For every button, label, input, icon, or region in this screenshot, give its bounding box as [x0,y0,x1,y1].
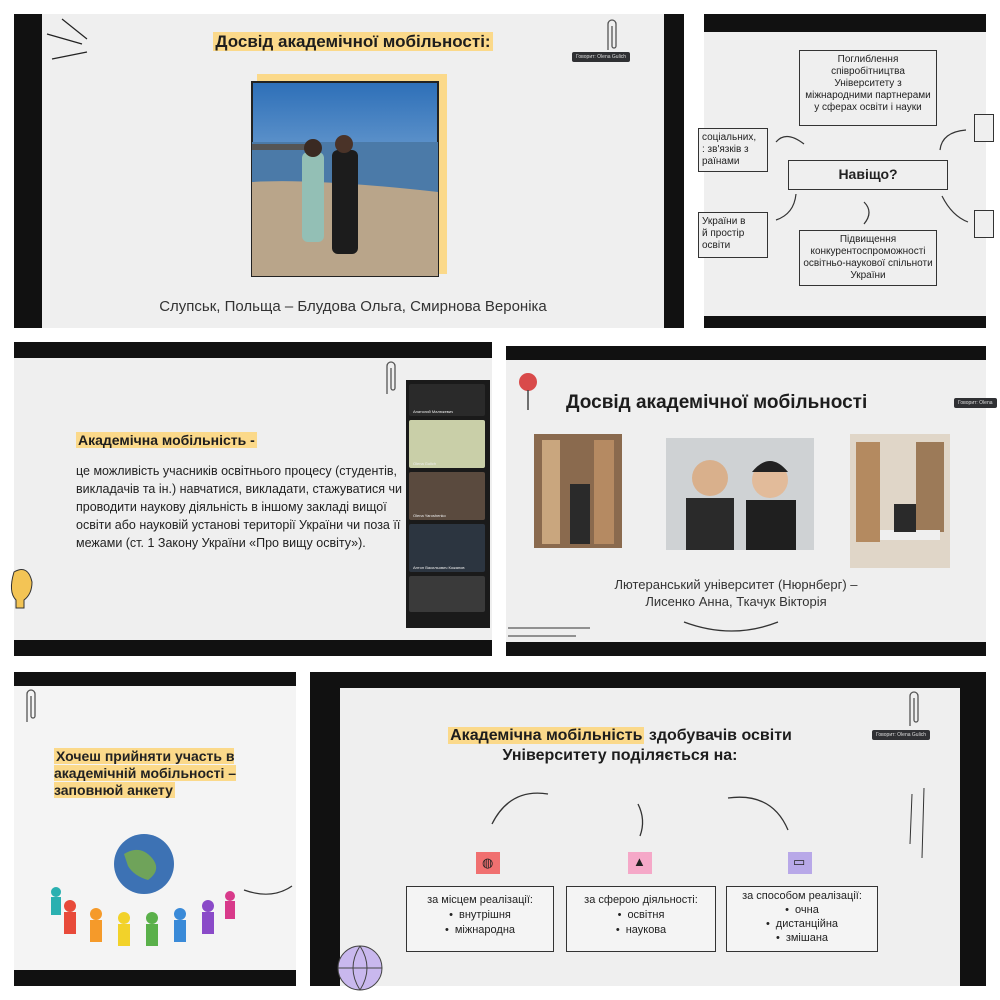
paperclip-icon [382,358,400,396]
photo-library-2 [850,434,950,568]
title-line-2: Університету поділяється на: [502,747,738,764]
graduation-cap-icon: ▲ [628,852,652,874]
paperclip-icon [904,688,924,728]
goal-box-left-top: соціальних, : зв'язків з раїнами [698,128,768,172]
panel-slide-fill-questionnaire [14,672,296,986]
category-item: • змішана [727,931,877,945]
participant-tile[interactable]: Olena Yaroshenko [409,472,485,520]
panel-slide-why-mobility [704,14,986,328]
title-highlight: Академічна мобільність [450,727,643,744]
slide-title [340,726,900,766]
category-item: • міжнародна [407,923,553,938]
participant-tile[interactable] [409,576,485,612]
photo-beach-students [252,82,438,276]
slide-canvas [42,14,664,328]
category-by-activity [566,886,716,952]
category-by-method [726,886,878,952]
lightbulb-icon [10,564,40,620]
slide-title: Досвід академічної мобільності: [215,32,491,51]
speaker-badge: Говорит: Olena [954,398,997,408]
category-item: • наукова [567,923,715,938]
photo-library-1 [534,434,622,548]
photo-caption: Слупськ, Польща – Блудова Ольга, Смирнова Вероніка [159,298,547,315]
participant-tile[interactable]: Антон Васильович Кожанов [409,524,485,572]
category-label: за місцем реалізації: [427,894,533,906]
caption-line-2: Лисенко Анна, Ткачук Вікторія [645,594,827,609]
panel-slide-mobility-definition [14,342,492,656]
slide-canvas [704,32,986,316]
call-to-action-text: Хочеш прийняти участь в академічній мобільності – заповнюй анкету [54,748,237,798]
category-item: • дистанційна [727,917,877,931]
goal-box-left-bottom: України в й простір освіти [698,212,768,258]
category-label: за сферою діяльності: [584,894,698,906]
panel-slide-academic-experience-poland [14,14,684,328]
definition-text: це можливість учасників освітнього процесу (студентів, викладачів та ін.) навчатися, викладати, стажуватися чи проводити наукову діяльність в іншому закладі вищої освіти або науковій установі території України чи поза її межами (ст. 1 Закону України «Про вищу освіту»). [76,464,402,550]
category-label: за способом реалізації: [742,890,862,902]
participant-tile[interactable]: Анатолий Малюкевич [409,384,485,416]
globe-people-illustration [44,826,244,950]
category-item: • освітня [567,908,715,923]
paperclip-icon [22,686,40,724]
curved-arrows-icon [506,600,986,640]
arrow-right-icon [242,876,296,906]
slide-canvas [506,360,986,642]
goal-box-competitiveness: Підвищення конкурентоспроможності освітньо-наукової спільноти України [799,230,937,286]
category-item: • внутрішня [407,908,553,923]
slide-canvas [340,688,960,986]
panel-slide-mobility-types [310,672,986,986]
category-item: • очна [727,903,877,917]
panel-slide-academic-experience-nuremberg [506,346,993,656]
computer-icon: ▭ [788,852,812,874]
speaker-badge: Говорит: Olena Gulich [872,730,930,740]
slide-title: Досвід академічної мобільності [566,392,868,413]
title-rest: здобувачів освіти [644,727,792,744]
caption-line-1: Лютеранський університет (Нюрнберг) – [614,577,858,592]
speaker-badge: Говорит: Olena Gulich [572,52,630,62]
pushpin-icon [514,370,544,414]
slide-canvas [14,686,296,970]
globe-doodle-icon [336,942,386,992]
video-call-sidebar [406,380,490,628]
goal-box-cooperation: Поглиблення співробітництва Університету з міжнародними партнерами у сферах освіти і науки [799,50,937,126]
photo-two-students [666,438,814,550]
center-box-why: Навіщо? [788,160,948,190]
participant-tile[interactable]: Olena Gulich [409,420,485,468]
category-by-location [406,886,554,952]
globe-icon: ◍ [476,852,500,874]
term-heading: Академічна мобільність - [78,432,255,448]
arrows-icon [704,32,986,316]
